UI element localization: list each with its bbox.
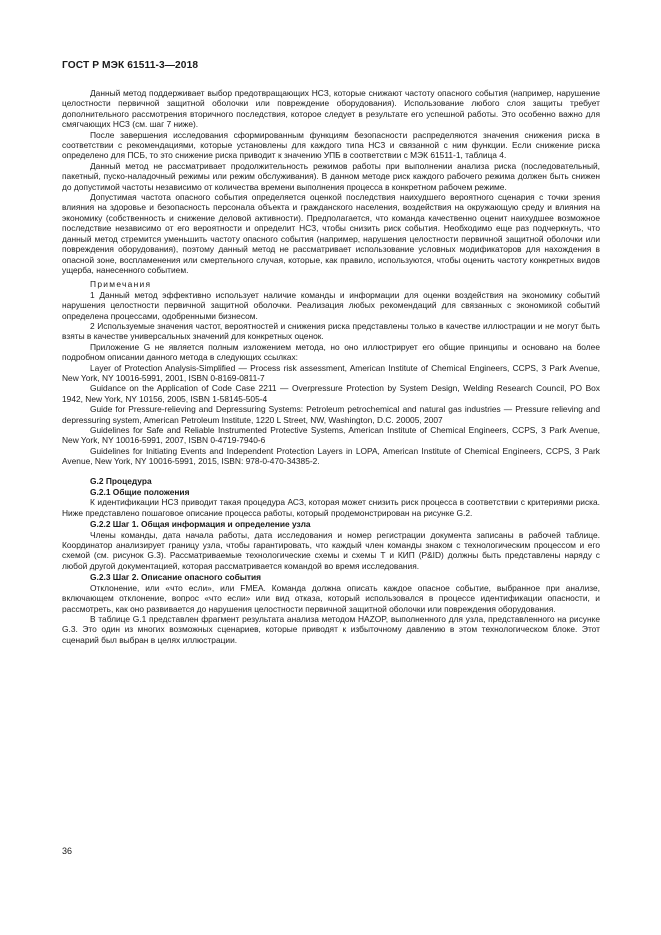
- paragraph: Члены команды, дата начала работы, дата исследования и номер регистрации документа записаны в рабочей таблице. Координатор анализирует границу узла, чтобы гарантировать, что каждый член команды знаком с технологическим процессом и его схемой (см. рисунок G.3). Рассматриваемые технологические схемы и схемы Т и КИП (P&ID) должны быть представлены наряду с любой другой документацией, которая рассматривается командой во время исследования.: [62, 529, 600, 571]
- paragraph: В таблице G.1 представлен фрагмент результата анализа методом HAZOP, выполненного для узла, представленного на рисунке G.3. Это один из многих возможных сценариев, которые приводят к избыточному давлению в этом технологическом блоке. Этот сценарий был выбран в целях иллюстрации.: [62, 613, 600, 645]
- note-item: 1 Данный метод эффективно использует наличие команды и информации для оценки воздействия на экономику событий нарушения целостности первичной защитной оболочки. Реализация любых рекомендаций для связанных с экономикой событий определена процессами, одобренными бизнесом.: [62, 289, 600, 321]
- section-title-g2: G.2 Процедура: [90, 475, 152, 486]
- page-header-standard: ГОСТ Р МЭК 61511-3—2018: [62, 60, 199, 71]
- notes-title: Примечания: [90, 279, 152, 290]
- paragraph: Данный метод не рассматривает продолжительность режимов работы при выполнении анализа риска (последовательный, пакетный, пуско-наладочный режимы или режим обслуживания). В данном методе риск каждого рабочего режима должен быть снижен до допустимой частоты независимо от количества времени выполнения процесса в конкретном рабочем режиме.: [62, 160, 600, 192]
- annex-note: Приложение G не является полным изложением метода, но оно иллюстрирует его общие принципы и основано на более подробном описании данного метода в следующих ссылках:: [62, 341, 600, 363]
- section-title-g23: G.2.3 Шаг 2. Описание опасного события: [90, 572, 262, 583]
- reference-item: Guidance on the Application of Code Case 2211 — Overpressure Protection by System Design, Welding Research Council, PO Box 1942, New York, NY 10156, 2005, ISBN 1-58145-505-4: [62, 383, 600, 404]
- reference-item: Guide for Pressure-relieving and Depressuring Systems: Petroleum petrochemical and natural gas industries — Pressure relieving and depressuring system, American Petroleum Institute, 1220 L Street, NW, Washington, D.C. 20005, 2007: [62, 404, 600, 425]
- reference-item: Guidelines for Safe and Reliable Instrumented Protective Systems, American Institute of Chemical Engineers, CCPS, 3 Park Avenue, New York, NY 10016-5991, 2007, ISBN 0-4719-7940-6: [62, 425, 600, 446]
- references-list: [62, 363, 600, 467]
- reference-item: Layer of Protection Analysis-Simplified — Process risk assessment, American Institute of Chemical Engineers, CCPS, 3 Park Avenue, New York, NY 10016-5991, 2001, ISBN 0-8169-0811-7: [62, 362, 600, 383]
- paragraph: После завершения исследования сформированным функциям безопасности распределяются значения снижения риска в соответствии с рекомендациями, которые установлены для каждого типа НСЗ и связанной с ним функции. Если снижение риска определено для ПСБ, то это снижение риска приводит к значению УПБ в соответствии с МЭК 61511-1, таблица 4.: [62, 129, 600, 161]
- paragraph: Отклонение, или «что если», или FMEA. Команда должна описать каждое опасное событие, выбранное при анализе, включающем отклонение, вопрос «что если» или вид отказа, который использовался в процессе идентификации опасности, и рассмотреть, как оно развивается до нарушения целостности первичной защитной оболочки или повреждения оборудования.: [62, 582, 600, 614]
- section-title-g22: G.2.2 Шаг 1. Общая информация и определение узла: [90, 519, 311, 530]
- paragraph: Данный метод поддерживает выбор предотвращающих НСЗ, которые снижают частоту опасного события (например, нарушение целостности первичной защитной оболочки или повреждение оборудования). Использование любого слоя защиты требует дополнительного рассмотрения вторичного последствия, которое следует в результате его успешной работы. Это особенно важно для смягчающих НСЗ (см. шаг 7 ниже).: [62, 88, 600, 130]
- paragraph: Допустимая частота опасного события определяется оценкой последствия наихудшего вероятного сценария с точки зрения влияния на здоровье и безопасность персонала объекта и гражданского населения, воздействия на окружающую среду и влияния на экономику (собственность и снижение деловой активности). Предполагается, что команда качественно оценит наихудшее возможное последствие независимо от его вероятности и определит НСЗ, чтобы снизить риск события. Необходимо еще раз подчеркнуть, что данный метод стремится уменьшить частоту опасного события (например, нарушения целостности первичной защитной оболочки или повреждения оборудования), поэтому данный метод не рассматривает использование условных модификаторов для нахождения в опасной зоне, воспламенения или смертельного случая, которые, как правило, используются, чтобы оценить частоту конкретных видов ущерба, нанесенного событием.: [62, 192, 600, 275]
- note-item: 2 Используемые значения частот, вероятностей и снижения риска представлены только в качестве иллюстрации и не могут быть взяты в качестве универсальных значений для конкретных оценок.: [62, 320, 600, 342]
- paragraph: К идентификации НСЗ приводит такая процедура АСЗ, которая может снизить риск процесса в соответствии с критериями риска. Ниже представлено пошаговое описание процесса работы, который продемонстрирован на рисунке G.2.: [62, 497, 600, 518]
- page-number: 36: [62, 846, 73, 856]
- reference-item: Guidelines for Initiating Events and Independent Protection Layers in LOPA, American Institute of Chemical Engineers, CCPS, 3 Park Avenue, New York, NY 10016-5991, 2015, ISBN: 978-0-470-34385-2.: [62, 445, 600, 467]
- page-body: [62, 88, 600, 645]
- section-title-g21: G.2.1 Общие положения: [90, 487, 190, 498]
